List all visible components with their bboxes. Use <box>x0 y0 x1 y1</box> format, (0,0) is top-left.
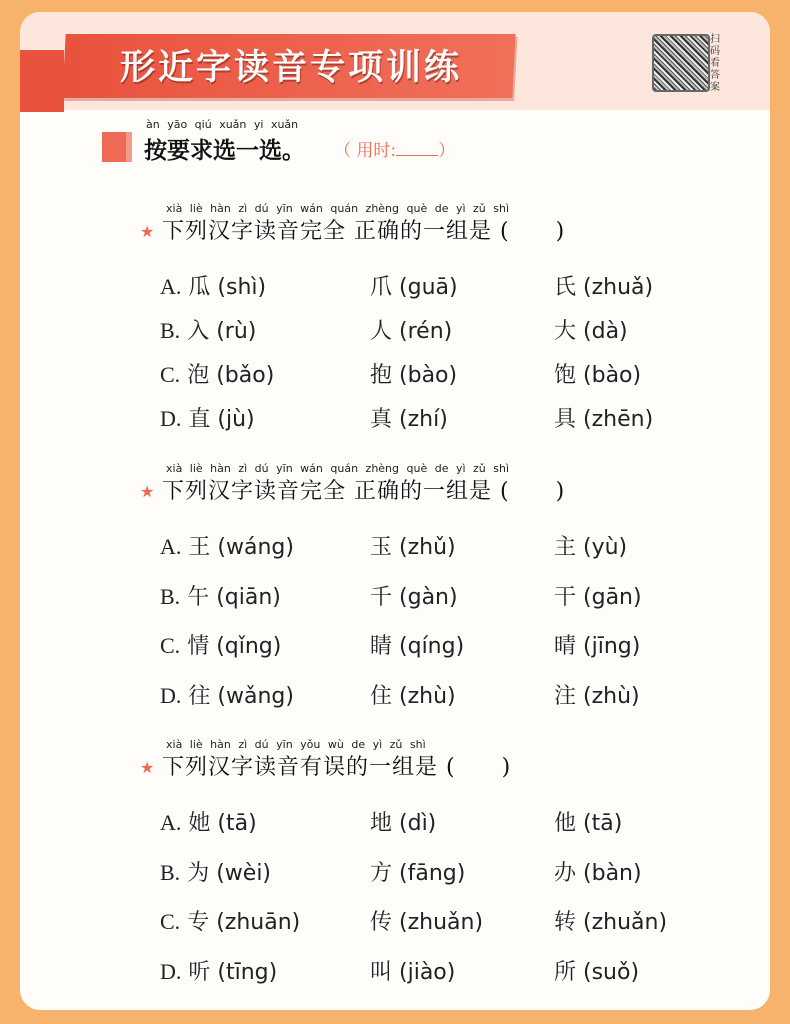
option-character: 方 <box>370 861 393 886</box>
option-pinyin: (rén) <box>399 319 453 344</box>
option-character: 听 <box>188 960 211 985</box>
option-character: 真 <box>370 407 393 432</box>
question-text: 下列汉字读音完全 正确的一组是 ( ) <box>162 479 566 504</box>
option-pinyin: (tīng) <box>217 960 278 985</box>
option-character: 往 <box>188 684 211 709</box>
option-pinyin: (wèi) <box>216 861 272 886</box>
option-pinyin: (bào) <box>583 363 642 388</box>
option-character: 氏 <box>554 275 577 300</box>
option-character: 午 <box>187 585 210 610</box>
option-row[interactable] <box>160 679 720 709</box>
qr-code-icon[interactable] <box>652 34 710 92</box>
option-character: 瓜 <box>188 275 211 300</box>
option-item <box>370 629 464 660</box>
option-pinyin: (shì) <box>217 275 267 300</box>
option-pinyin: (zhǔ) <box>399 535 456 560</box>
option-letter: A. <box>160 810 182 835</box>
option-pinyin: (zhù) <box>399 684 456 709</box>
option-item <box>370 270 458 301</box>
option-letter: B. <box>160 584 181 609</box>
ribbon-tail <box>20 50 64 112</box>
question-text: 下列汉字读音有误的一组是 ( ) <box>162 755 512 780</box>
option-character: 饱 <box>554 363 577 388</box>
option-item <box>554 955 639 986</box>
option-item <box>554 402 653 433</box>
option-item <box>160 530 294 561</box>
option-item <box>160 629 281 660</box>
option-item <box>370 806 436 837</box>
option-pinyin: (tā) <box>217 811 257 836</box>
option-item <box>160 358 274 389</box>
option-letter: B. <box>160 318 181 343</box>
option-row[interactable] <box>160 314 720 344</box>
option-item <box>554 856 642 887</box>
option-character: 情 <box>187 634 210 659</box>
question-3 <box>140 738 700 988</box>
option-character: 专 <box>187 910 210 935</box>
option-item <box>370 955 455 986</box>
option-row[interactable] <box>160 905 720 935</box>
option-pinyin: (wǎng) <box>217 684 294 709</box>
option-letter: D. <box>160 406 182 431</box>
option-pinyin: (guā) <box>399 275 458 300</box>
option-pinyin: (dì) <box>399 811 437 836</box>
option-character: 住 <box>370 684 393 709</box>
time-close: ） <box>438 141 456 161</box>
option-pinyin: (zhuǎ) <box>583 275 654 300</box>
option-item <box>554 905 667 936</box>
option-item <box>370 402 448 433</box>
question-pinyin: xià liè hàn zì dú yīn wán quán zhèng què de yì zǔ shì <box>166 202 510 215</box>
option-pinyin: (zhuǎn) <box>583 910 668 935</box>
option-item <box>160 806 257 837</box>
option-item <box>370 530 456 561</box>
option-letter: D. <box>160 959 182 984</box>
option-character: 晴 <box>554 634 577 659</box>
option-pinyin: (qíng) <box>399 634 465 659</box>
page-title: 形近字读音专项训练 <box>120 48 463 88</box>
option-row[interactable] <box>160 358 720 388</box>
option-character: 具 <box>554 407 577 432</box>
option-pinyin: (zhuān) <box>216 910 301 935</box>
option-pinyin: (qǐng) <box>216 634 282 659</box>
option-item <box>160 270 266 301</box>
option-character: 人 <box>370 319 393 344</box>
option-character: 她 <box>188 811 211 836</box>
question-1 <box>140 202 700 452</box>
option-character: 主 <box>554 535 577 560</box>
question-text: 下列汉字读音完全 正确的一组是 ( ) <box>162 219 566 244</box>
option-letter: A. <box>160 274 182 299</box>
option-character: 玉 <box>370 535 393 560</box>
option-row[interactable] <box>160 955 720 985</box>
option-character: 入 <box>187 319 210 344</box>
option-character: 地 <box>370 811 393 836</box>
option-item <box>160 679 294 710</box>
option-row[interactable] <box>160 856 720 886</box>
option-pinyin: (bàn) <box>583 861 642 886</box>
option-letter: B. <box>160 860 181 885</box>
time-label: （ 用时: <box>334 141 397 161</box>
star-icon: ★ <box>140 758 155 777</box>
option-item <box>160 856 271 887</box>
option-character: 转 <box>554 910 577 935</box>
option-character: 王 <box>188 535 211 560</box>
option-item <box>554 629 640 660</box>
option-item <box>370 358 457 389</box>
option-letter: C. <box>160 362 181 387</box>
section-title: 按要求选一选。 <box>144 138 305 164</box>
option-pinyin: (dà) <box>583 319 628 344</box>
option-item <box>554 580 642 611</box>
option-pinyin: (gān) <box>583 585 642 610</box>
option-item <box>370 679 456 710</box>
option-pinyin: (suǒ) <box>583 960 640 985</box>
question-pinyin: xià liè hàn zì dú yīn wán quán zhèng què de yì zǔ shì <box>166 462 510 475</box>
option-item <box>370 314 452 345</box>
option-letter: A. <box>160 534 182 559</box>
option-pinyin: (zhí) <box>399 407 448 432</box>
option-item <box>370 580 458 611</box>
option-item <box>554 806 622 837</box>
option-character: 所 <box>554 960 577 985</box>
worksheet-page <box>20 12 770 1010</box>
option-item <box>160 314 256 345</box>
option-row[interactable] <box>160 629 720 659</box>
time-field <box>334 136 455 161</box>
option-row[interactable] <box>160 530 720 560</box>
option-pinyin: (wáng) <box>217 535 294 560</box>
section-pinyin: àn yāo qiú xuǎn yi xuǎn <box>146 118 299 131</box>
option-row[interactable] <box>160 270 720 300</box>
option-row[interactable] <box>160 402 720 432</box>
option-item <box>160 905 300 936</box>
star-icon: ★ <box>140 482 155 501</box>
option-item <box>554 270 653 301</box>
qr-label: 扫码看答案 <box>710 34 720 93</box>
option-pinyin: (zhù) <box>583 684 640 709</box>
option-pinyin: (bǎo) <box>216 363 275 388</box>
option-character: 直 <box>188 407 211 432</box>
star-icon: ★ <box>140 222 155 241</box>
option-pinyin: (tā) <box>583 811 623 836</box>
option-pinyin: (gàn) <box>399 585 458 610</box>
option-letter: C. <box>160 909 181 934</box>
option-item <box>554 679 640 710</box>
option-item <box>554 358 641 389</box>
option-item <box>160 580 281 611</box>
option-item <box>554 314 628 345</box>
option-pinyin: (jù) <box>217 407 255 432</box>
option-character: 干 <box>554 585 577 610</box>
option-item <box>160 955 277 986</box>
option-character: 睛 <box>370 634 393 659</box>
question-2 <box>140 462 700 712</box>
option-item <box>160 402 255 433</box>
option-character: 大 <box>554 319 577 344</box>
option-pinyin: (qiān) <box>216 585 281 610</box>
option-row[interactable] <box>160 806 720 836</box>
section-marker <box>102 132 132 162</box>
option-pinyin: (jīng) <box>583 634 641 659</box>
option-item <box>370 856 465 887</box>
option-character: 办 <box>554 861 577 886</box>
option-character: 抱 <box>370 363 393 388</box>
option-pinyin: (zhuǎn) <box>399 910 484 935</box>
option-pinyin: (jiào) <box>399 960 456 985</box>
option-character: 为 <box>187 861 210 886</box>
option-character: 传 <box>370 910 393 935</box>
option-pinyin: (fāng) <box>399 861 466 886</box>
option-character: 他 <box>554 811 577 836</box>
option-character: 注 <box>554 684 577 709</box>
option-character: 爪 <box>370 275 393 300</box>
option-row[interactable] <box>160 580 720 610</box>
time-blank[interactable] <box>396 141 438 156</box>
option-character: 泡 <box>187 363 210 388</box>
option-character: 叫 <box>370 960 393 985</box>
option-letter: C. <box>160 633 181 658</box>
option-item <box>554 530 627 561</box>
option-pinyin: (yù) <box>583 535 628 560</box>
question-pinyin: xià liè hàn zì dú yīn yǒu wù de yì zǔ shì <box>166 738 426 751</box>
option-pinyin: (rù) <box>216 319 257 344</box>
option-letter: D. <box>160 683 182 708</box>
option-pinyin: (bào) <box>399 363 458 388</box>
option-pinyin: (zhēn) <box>583 407 654 432</box>
option-item <box>370 905 483 936</box>
option-character: 千 <box>370 585 393 610</box>
